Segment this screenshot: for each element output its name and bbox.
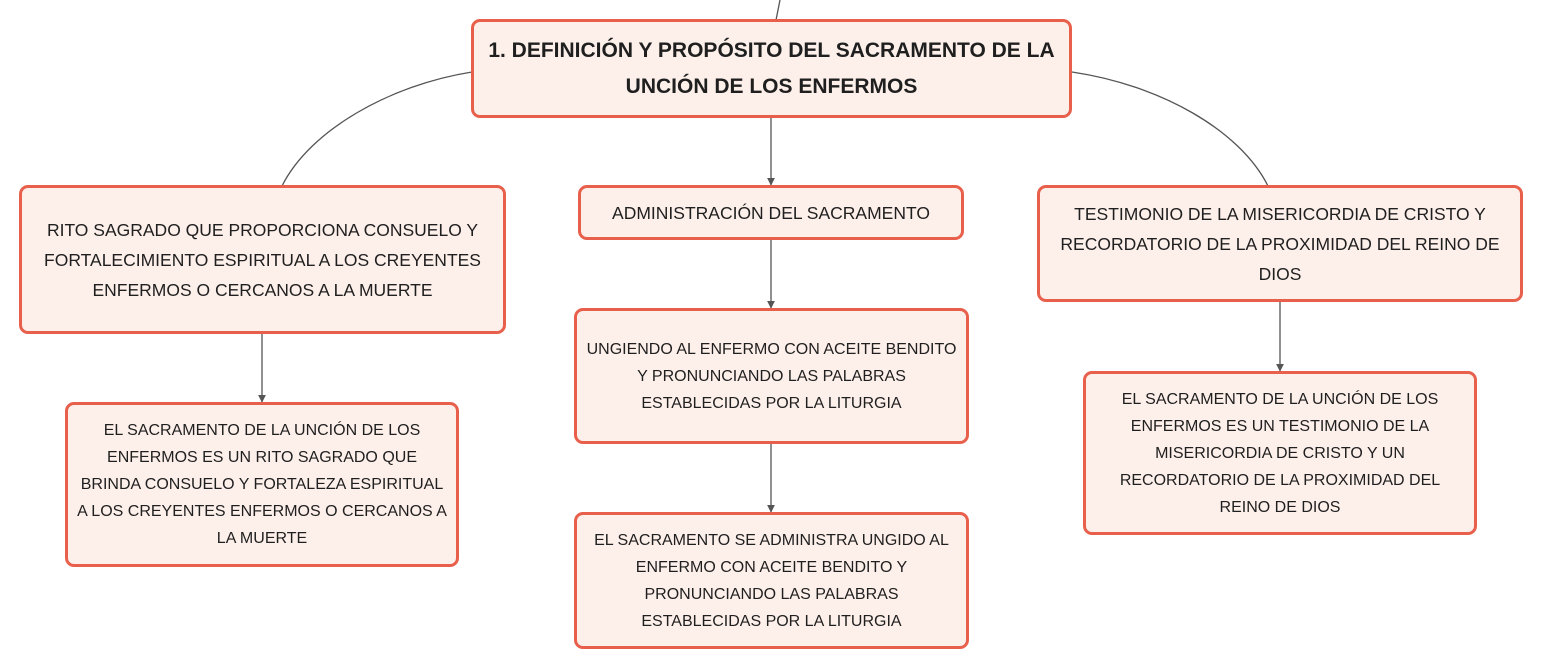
root-topic[interactable] xyxy=(471,19,1072,118)
branch-administracion-text: ADMINISTRACIÓN DEL SACRAMENTO xyxy=(612,202,930,223)
child-rito-sagrado[interactable] xyxy=(65,402,459,567)
child-rito-sagrado-text: EL SACRAMENTO DE LA UNCIÓN DE LOS ENFERMOS ES UN RITO SAGRADO QUE BRINDA CONSUELO Y FORTALEZA ESPIRITUAL A LOS CREYENTES ENFERMOS O CERCANOS A LA MUERTE xyxy=(77,422,447,547)
child-ungiendo[interactable] xyxy=(574,308,969,444)
connector-root-to-branch-1 xyxy=(282,72,472,186)
child-ungiendo-text: UNGIENDO AL ENFERMO CON ACEITE BENDITO Y PRONUNCIANDO LAS PALABRAS ESTABLECIDAS POR LA LITURGIA xyxy=(586,340,957,412)
child-se-administra-text: EL SACRAMENTO SE ADMINISTRA UNGIDO AL ENFERMO CON ACEITE BENDITO Y PRONUNCIANDO LAS PALABRAS ESTABLECIDAS POR LA LITURGIA xyxy=(594,531,949,630)
connector-root-to-branch-3 xyxy=(1072,72,1268,186)
connector-parent-to-root xyxy=(776,0,780,20)
child-testimonio-text: EL SACRAMENTO DE LA UNCIÓN DE LOS ENFERMOS ES UN TESTIMONIO DE LA MISERICORDIA DE CRISTO Y UN RECORDATORIO DE LA PROXIMIDAD DEL REINO DE DIOS xyxy=(1119,390,1441,516)
child-se-administra[interactable] xyxy=(574,512,969,649)
branch-rito-sagrado-text: RITO SAGRADO QUE PROPORCIONA CONSUELO Y FORTALECIMIENTO ESPIRITUAL A LOS CREYENTES ENFERMOS O CERCANOS A LA MUERTE xyxy=(44,219,481,300)
branch-testimonio[interactable] xyxy=(1037,185,1523,302)
branch-testimonio-text: TESTIMONIO DE LA MISERICORDIA DE CRISTO Y RECORDATORIO DE LA PROXIMIDAD DEL REINO DE DIOS xyxy=(1060,203,1500,284)
child-testimonio[interactable] xyxy=(1083,371,1477,535)
branch-rito-sagrado[interactable] xyxy=(19,185,506,334)
branch-administracion[interactable] xyxy=(578,185,964,240)
root-topic-text: 1. DEFINICIÓN Y PROPÓSITO DEL SACRAMENTO DE LA UNCIÓN DE LOS ENFERMOS xyxy=(488,38,1055,98)
